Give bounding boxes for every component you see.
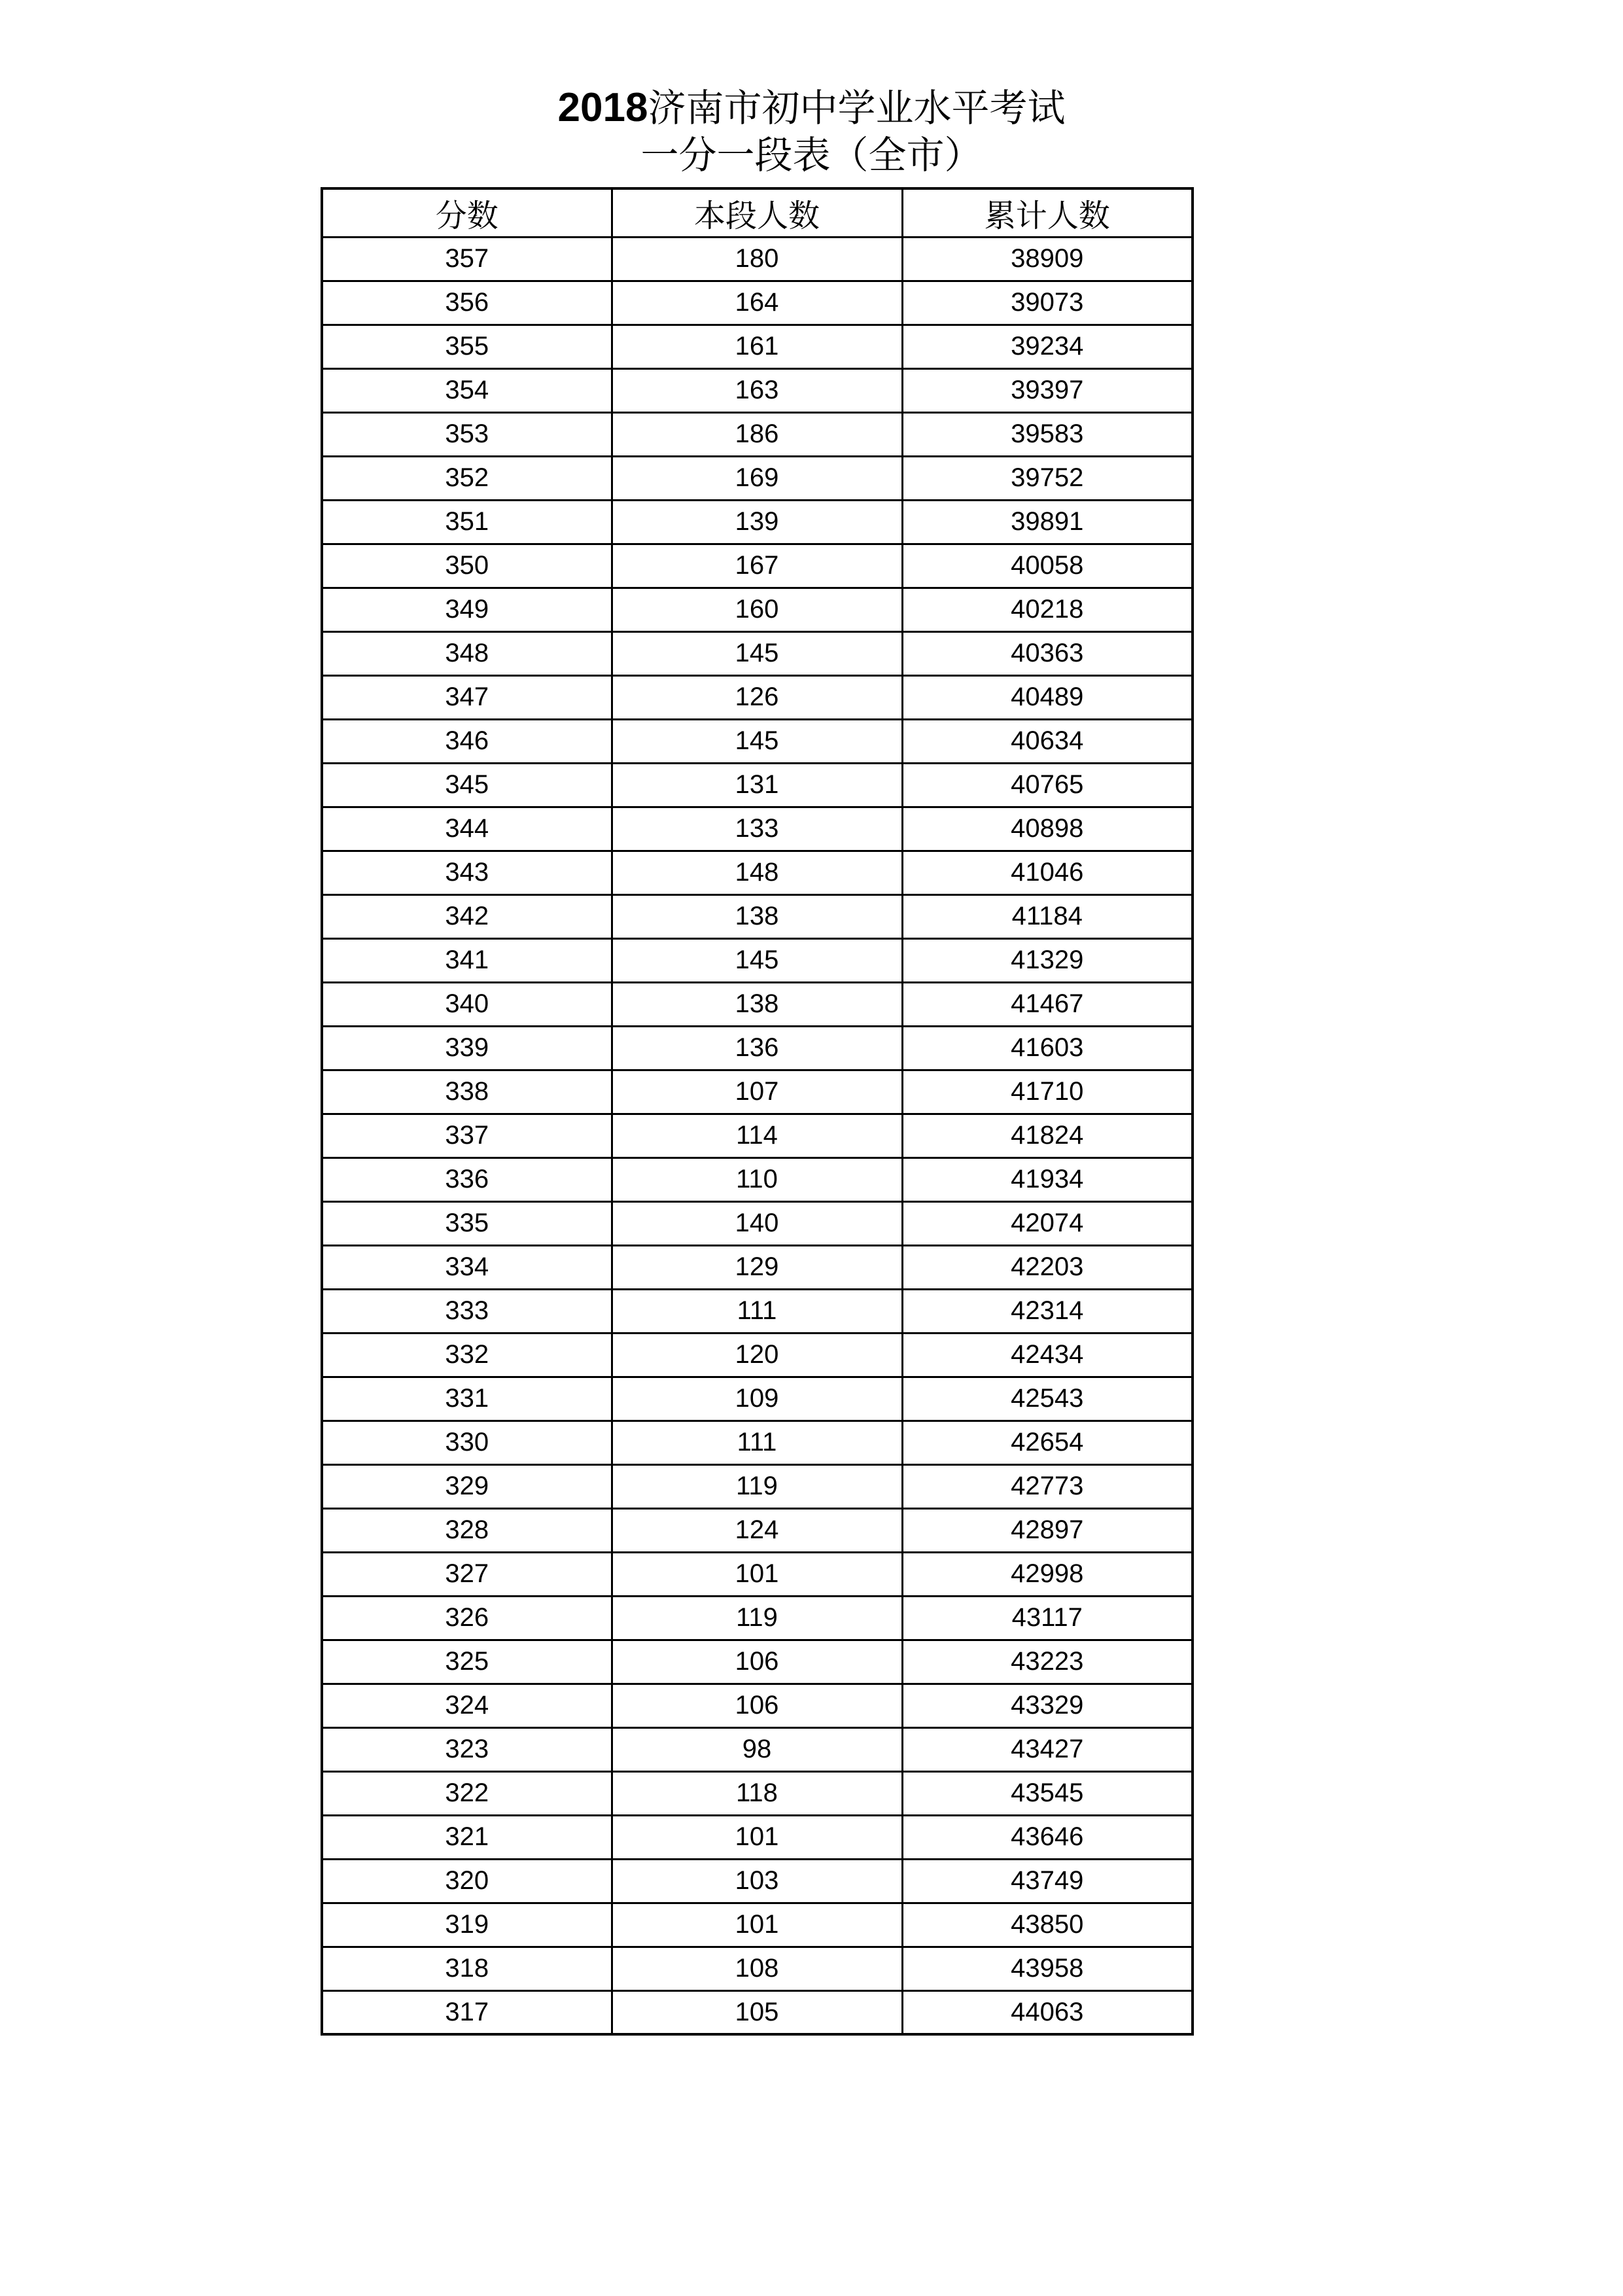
- cumulative-count-cell: 43117: [902, 1596, 1193, 1640]
- segment-count-cell: 138: [612, 894, 902, 938]
- cumulative-count-cell: 42203: [902, 1245, 1193, 1289]
- table-row: [322, 938, 1193, 982]
- segment-count-cell: 107: [612, 1070, 902, 1114]
- cumulative-count-cell: 42314: [902, 1289, 1193, 1333]
- document-subtitle: 一分一段表（全市）: [640, 133, 983, 177]
- score-cell: 345: [322, 763, 612, 807]
- segment-count-cell: 106: [612, 1640, 902, 1684]
- segment-count-cell: 119: [612, 1464, 902, 1508]
- score-cell: 351: [322, 500, 612, 544]
- table-row: [322, 412, 1193, 456]
- cumulative-count-cell: 44063: [902, 1990, 1193, 2034]
- segment-count-cell: 169: [612, 456, 902, 500]
- table-row: [322, 1596, 1193, 1640]
- title-text: 济南市初中学业水平考试: [648, 86, 1066, 130]
- score-cell: 350: [322, 544, 612, 588]
- segment-count-cell: 160: [612, 588, 902, 631]
- segment-count-cell: 131: [612, 763, 902, 807]
- segment-count-cell: 163: [612, 368, 902, 412]
- score-cell: 355: [322, 325, 612, 368]
- segment-count-cell: 186: [612, 412, 902, 456]
- table-row: [322, 1859, 1193, 1903]
- table-row: [322, 1157, 1193, 1201]
- table-row: [322, 763, 1193, 807]
- segment-count-cell: 105: [612, 1990, 902, 2034]
- table-row: [322, 851, 1193, 894]
- header-score: 分数: [322, 188, 612, 237]
- table-row: [322, 1333, 1193, 1377]
- score-cell: 321: [322, 1815, 612, 1859]
- score-distribution-table: [321, 187, 1194, 2036]
- cumulative-count-cell: 41046: [902, 851, 1193, 894]
- segment-count-cell: 106: [612, 1684, 902, 1727]
- table-row: [322, 1070, 1193, 1114]
- table-header-row: [322, 188, 1193, 237]
- score-cell: 338: [322, 1070, 612, 1114]
- cumulative-count-cell: 40489: [902, 675, 1193, 719]
- segment-count-cell: 101: [612, 1903, 902, 1947]
- table-body: [322, 237, 1193, 2034]
- segment-count-cell: 148: [612, 851, 902, 894]
- segment-count-cell: 167: [612, 544, 902, 588]
- cumulative-count-cell: 41467: [902, 982, 1193, 1026]
- score-cell: 326: [322, 1596, 612, 1640]
- cumulative-count-cell: 41824: [902, 1114, 1193, 1157]
- score-cell: 349: [322, 588, 612, 631]
- segment-count-cell: 111: [612, 1289, 902, 1333]
- score-cell: 347: [322, 675, 612, 719]
- cumulative-count-cell: 43545: [902, 1771, 1193, 1815]
- table-row: [322, 456, 1193, 500]
- score-cell: 332: [322, 1333, 612, 1377]
- table-row: [322, 368, 1193, 412]
- table-row: [322, 807, 1193, 851]
- score-cell: 353: [322, 412, 612, 456]
- cumulative-count-cell: 42773: [902, 1464, 1193, 1508]
- cumulative-count-cell: 40898: [902, 807, 1193, 851]
- cumulative-count-cell: 42998: [902, 1552, 1193, 1596]
- table-row: [322, 631, 1193, 675]
- table-row: [322, 1727, 1193, 1771]
- score-cell: 343: [322, 851, 612, 894]
- table-row: [322, 894, 1193, 938]
- table-row: [322, 281, 1193, 325]
- segment-count-cell: 110: [612, 1157, 902, 1201]
- cumulative-count-cell: 39073: [902, 281, 1193, 325]
- table-row: [322, 1903, 1193, 1947]
- header-cumulative-count: 累计人数: [902, 188, 1193, 237]
- table-row: [322, 1684, 1193, 1727]
- table-row: [322, 1289, 1193, 1333]
- score-cell: 341: [322, 938, 612, 982]
- table-row: [322, 237, 1193, 281]
- cumulative-count-cell: 40765: [902, 763, 1193, 807]
- score-cell: 334: [322, 1245, 612, 1289]
- cumulative-count-cell: 41934: [902, 1157, 1193, 1201]
- segment-count-cell: 114: [612, 1114, 902, 1157]
- cumulative-count-cell: 40058: [902, 544, 1193, 588]
- table-row: [322, 1552, 1193, 1596]
- cumulative-count-cell: 43223: [902, 1640, 1193, 1684]
- segment-count-cell: 126: [612, 675, 902, 719]
- score-cell: 320: [322, 1859, 612, 1903]
- cumulative-count-cell: 43427: [902, 1727, 1193, 1771]
- segment-count-cell: 103: [612, 1859, 902, 1903]
- score-cell: 329: [322, 1464, 612, 1508]
- cumulative-count-cell: 42543: [902, 1377, 1193, 1421]
- cumulative-count-cell: 41329: [902, 938, 1193, 982]
- segment-count-cell: 108: [612, 1947, 902, 1990]
- segment-count-cell: 145: [612, 938, 902, 982]
- cumulative-count-cell: 41603: [902, 1026, 1193, 1070]
- score-cell: 324: [322, 1684, 612, 1727]
- table-row: [322, 588, 1193, 631]
- table-row: [322, 1421, 1193, 1464]
- table-row: [322, 1245, 1193, 1289]
- cumulative-count-cell: 42654: [902, 1421, 1193, 1464]
- table-row: [322, 1815, 1193, 1859]
- table-row: [322, 1990, 1193, 2034]
- score-cell: 325: [322, 1640, 612, 1684]
- score-cell: 327: [322, 1552, 612, 1596]
- cumulative-count-cell: 40634: [902, 719, 1193, 763]
- table-row: [322, 500, 1193, 544]
- score-cell: 342: [322, 894, 612, 938]
- cumulative-count-cell: 43749: [902, 1859, 1193, 1903]
- score-cell: 331: [322, 1377, 612, 1421]
- title-year: 2018: [557, 85, 648, 130]
- score-cell: 330: [322, 1421, 612, 1464]
- score-cell: 319: [322, 1903, 612, 1947]
- table-row: [322, 1508, 1193, 1552]
- score-cell: 356: [322, 281, 612, 325]
- document-title: [0, 84, 1623, 132]
- segment-count-cell: 111: [612, 1421, 902, 1464]
- score-cell: 336: [322, 1157, 612, 1201]
- score-cell: 335: [322, 1201, 612, 1245]
- cumulative-count-cell: 40363: [902, 631, 1193, 675]
- segment-count-cell: 161: [612, 325, 902, 368]
- score-cell: 333: [322, 1289, 612, 1333]
- cumulative-count-cell: 41184: [902, 894, 1193, 938]
- table-row: [322, 675, 1193, 719]
- table-row: [322, 1026, 1193, 1070]
- score-cell: 357: [322, 237, 612, 281]
- table-row: [322, 1114, 1193, 1157]
- segment-count-cell: 124: [612, 1508, 902, 1552]
- segment-count-cell: 140: [612, 1201, 902, 1245]
- segment-count-cell: 109: [612, 1377, 902, 1421]
- cumulative-count-cell: 38909: [902, 237, 1193, 281]
- table-row: [322, 1464, 1193, 1508]
- cumulative-count-cell: 39234: [902, 325, 1193, 368]
- segment-count-cell: 180: [612, 237, 902, 281]
- score-cell: 328: [322, 1508, 612, 1552]
- table-row: [322, 1201, 1193, 1245]
- segment-count-cell: 133: [612, 807, 902, 851]
- segment-count-cell: 118: [612, 1771, 902, 1815]
- cumulative-count-cell: 39397: [902, 368, 1193, 412]
- segment-count-cell: 164: [612, 281, 902, 325]
- cumulative-count-cell: 43850: [902, 1903, 1193, 1947]
- segment-count-cell: 98: [612, 1727, 902, 1771]
- score-cell: 339: [322, 1026, 612, 1070]
- segment-count-cell: 101: [612, 1552, 902, 1596]
- score-cell: 352: [322, 456, 612, 500]
- segment-count-cell: 120: [612, 1333, 902, 1377]
- cumulative-count-cell: 39891: [902, 500, 1193, 544]
- table-row: [322, 1640, 1193, 1684]
- cumulative-count-cell: 42434: [902, 1333, 1193, 1377]
- cumulative-count-cell: 43329: [902, 1684, 1193, 1727]
- segment-count-cell: 139: [612, 500, 902, 544]
- table-row: [322, 1947, 1193, 1990]
- cumulative-count-cell: 42074: [902, 1201, 1193, 1245]
- table-row: [322, 1771, 1193, 1815]
- cumulative-count-cell: 39583: [902, 412, 1193, 456]
- score-cell: 318: [322, 1947, 612, 1990]
- table-row: [322, 719, 1193, 763]
- score-cell: 322: [322, 1771, 612, 1815]
- table-row: [322, 982, 1193, 1026]
- segment-count-cell: 119: [612, 1596, 902, 1640]
- segment-count-cell: 145: [612, 719, 902, 763]
- cumulative-count-cell: 41710: [902, 1070, 1193, 1114]
- cumulative-count-cell: 40218: [902, 588, 1193, 631]
- score-cell: 354: [322, 368, 612, 412]
- cumulative-count-cell: 43646: [902, 1815, 1193, 1859]
- score-cell: 340: [322, 982, 612, 1026]
- score-cell: 323: [322, 1727, 612, 1771]
- table-row: [322, 1377, 1193, 1421]
- score-cell: 346: [322, 719, 612, 763]
- score-cell: 337: [322, 1114, 612, 1157]
- cumulative-count-cell: 39752: [902, 456, 1193, 500]
- cumulative-count-cell: 42897: [902, 1508, 1193, 1552]
- table-row: [322, 325, 1193, 368]
- segment-count-cell: 136: [612, 1026, 902, 1070]
- score-cell: 348: [322, 631, 612, 675]
- segment-count-cell: 129: [612, 1245, 902, 1289]
- score-cell: 317: [322, 1990, 612, 2034]
- segment-count-cell: 101: [612, 1815, 902, 1859]
- segment-count-cell: 145: [612, 631, 902, 675]
- segment-count-cell: 138: [612, 982, 902, 1026]
- score-cell: 344: [322, 807, 612, 851]
- header-segment-count: 本段人数: [612, 188, 902, 237]
- cumulative-count-cell: 43958: [902, 1947, 1193, 1990]
- table-header: [322, 188, 1193, 237]
- table-row: [322, 544, 1193, 588]
